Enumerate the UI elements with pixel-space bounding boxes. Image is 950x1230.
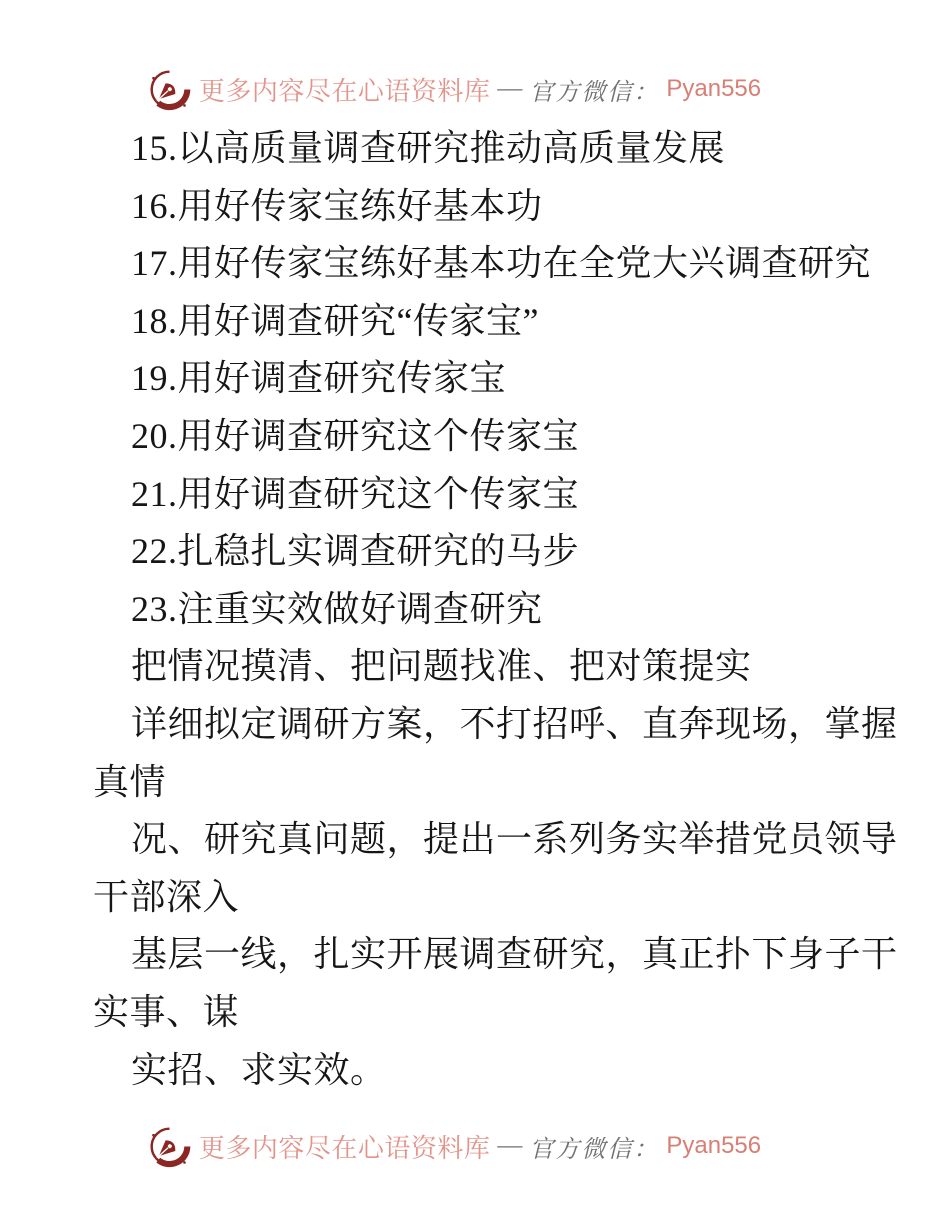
paragraph-line: 实事、谋 [93,991,240,1032]
list-item-23: 23.注重实效做好调查研究 [131,588,543,629]
paragraph-line: 真情 [93,761,167,802]
paragraph-line: 况、研究真问题，提出一系列务实举措党员领导 [131,819,898,860]
watermark-brand-text: 更多内容尽在心语资料库 [198,1133,491,1163]
watermark-dash: — [497,75,523,102]
watermark-wechat-label: 官方微信： [529,1134,660,1163]
pen-nib-swirl-logo-icon [147,67,192,112]
paragraph-line: 详细拟定调研方案，不打招呼、直奔现场，掌握 [131,703,898,744]
list-item-18: 18.用好调查研究“传家宝” [131,300,539,341]
header-watermark [0,64,929,114]
paragraph-line: 基层一线，扎实开展调查研究，真正扑下身子干 [131,934,898,975]
watermark-wechat-label: 官方微信： [529,77,660,106]
list-item-15: 15.以高质量调查研究推动高质量发展 [131,128,726,168]
watermark-dash: — [497,1132,523,1160]
list-item-17: 17.用好传家宝练好基本功在全党大兴调查研究 [131,243,872,284]
list-item-22: 22.扎稳扎实调查研究的马步 [131,531,580,572]
watermark-brand-text: 更多内容尽在心语资料库 [198,76,491,106]
paragraph-line: 干部深入 [93,876,240,917]
list-item-16: 16.用好传家宝练好基本功 [131,185,543,226]
paragraph-line: 实招、求实效。 [131,1049,387,1090]
list-item-19: 19.用好调查研究传家宝 [131,358,507,399]
paragraph-line: 把情况摸清、把问题找准、把对策提实 [131,646,752,687]
pen-nib-swirl-logo-icon [147,1124,192,1169]
list-item-20: 20.用好调查研究这个传家宝 [131,415,580,456]
footer-watermark [0,1121,929,1171]
watermark-wechat-id: Pyan556 [666,75,762,102]
watermark-wechat-id: Pyan556 [666,1132,762,1160]
document-body [0,120,950,1099]
list-item-21: 21.用好调查研究这个传家宝 [131,473,580,514]
